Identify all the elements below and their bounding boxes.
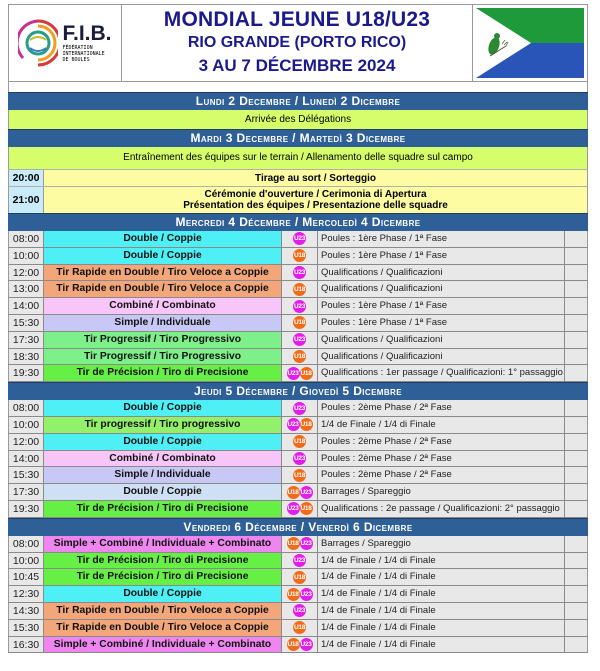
row-description: Qualifications / Qualificazioni: [318, 265, 565, 281]
table-row: [8, 281, 588, 298]
table-row: [8, 315, 588, 332]
table-row: [8, 298, 588, 315]
table-row: [8, 586, 588, 603]
category-badge-u18: U18: [293, 571, 306, 584]
category-badges: [282, 248, 318, 264]
row-description: Poules : 2ème Phase / 2ª Fase: [318, 434, 565, 450]
row-empty-cell: [565, 248, 587, 264]
row-activity: Simple + Combiné / Individuale + Combinato: [44, 637, 282, 653]
row-description: 1/4 de Finale / 1/4 di Finale: [318, 569, 565, 585]
row-activity: Combiné / Combinato: [44, 451, 282, 467]
row-description: Qualifications : 2e passage / Qualificazioni: 2° passaggio: [318, 501, 565, 517]
category-badges: [282, 467, 318, 483]
schedule-body: [8, 92, 588, 653]
category-badge-u23: U23: [287, 502, 300, 515]
row-activity: Double / Coppie: [44, 400, 282, 416]
row-activity: Tir Rapide en Double / Tiro Veloce a Coppie: [44, 603, 282, 619]
logo-line2: INTERNATIONALE: [62, 51, 105, 57]
row-time: 12:30: [9, 586, 44, 602]
event-line: Tirage au sort / Sorteggio: [255, 172, 376, 184]
category-badge-u23: U23: [293, 232, 306, 245]
category-badge-u23: U23: [300, 537, 313, 550]
table-row: [8, 248, 588, 265]
category-badge-u18: U18: [293, 249, 306, 262]
row-description: Qualifications : 1er passage / Qualificazioni: 1° passaggio: [318, 365, 565, 381]
event-name: [44, 170, 587, 186]
header: [8, 4, 588, 81]
category-badges: [282, 417, 318, 433]
row-activity: Tir Rapide en Double / Tiro Veloce a Coppie: [44, 620, 282, 636]
category-badge-u18: U18: [287, 588, 300, 601]
table-row: [8, 467, 588, 484]
fib-emblem-icon: [18, 18, 58, 68]
row-empty-cell: [565, 484, 587, 500]
table-row: [8, 501, 588, 518]
table-row: [8, 365, 588, 382]
row-activity: Tir de Précision / Tiro di Precisione: [44, 553, 282, 569]
category-badge-u23: U23: [300, 486, 313, 499]
row-description: 1/4 de Finale / 1/4 di Finale: [318, 586, 565, 602]
table-row: [8, 536, 588, 553]
table-row: [8, 451, 588, 468]
row-time: 08:00: [9, 536, 44, 552]
evening-event-row: [8, 169, 588, 186]
row-time: 17:30: [9, 484, 44, 500]
row-activity: Tir Progressif / Tiro Progressivo: [44, 332, 282, 348]
row-description: Poules : 1ère Phase / 1ª Fase: [318, 231, 565, 247]
category-badge-u18: U18: [300, 502, 313, 515]
day-header: Jeudi 5 Décembre / Giovedì 5 Dicembre: [8, 382, 588, 400]
row-activity: Tir Rapide en Double / Tiro Veloce a Coppie: [44, 265, 282, 281]
event-name: [44, 187, 587, 213]
row-time: 10:00: [9, 417, 44, 433]
table-row: [8, 637, 588, 654]
row-description: Poules : 2ème Phase / 2ª Fase: [318, 400, 565, 416]
row-empty-cell: [565, 603, 587, 619]
row-time: 15:30: [9, 467, 44, 483]
category-badge-u23: U23: [287, 367, 300, 380]
row-description: Poules : 2ème Phase / 2ª Fase: [318, 451, 565, 467]
table-row: [8, 603, 588, 620]
category-badges: [282, 620, 318, 636]
info-row: Arrivée des Délégations: [8, 110, 588, 129]
row-empty-cell: [565, 265, 587, 281]
category-badge-u18: U18: [293, 316, 306, 329]
table-row: [8, 417, 588, 434]
category-badge-u23: U23: [287, 418, 300, 431]
event-line: Présentation des équipes / Presentazione delle squadre: [183, 200, 448, 211]
row-activity: Double / Coppie: [44, 248, 282, 264]
row-empty-cell: [565, 536, 587, 552]
category-badge-u18: U18: [293, 283, 306, 296]
row-empty-cell: [565, 332, 587, 348]
table-row: [8, 265, 588, 282]
table-row: [8, 484, 588, 501]
row-time: 12:00: [9, 434, 44, 450]
row-time: 10:00: [9, 248, 44, 264]
table-row: [8, 231, 588, 248]
row-description: 1/4 de Finale / 1/4 di Finale: [318, 603, 565, 619]
category-badge-u23: U23: [293, 300, 306, 313]
row-activity: Double / Coppie: [44, 434, 282, 450]
category-badge-u18: U18: [300, 418, 313, 431]
table-row: [8, 620, 588, 637]
row-empty-cell: [565, 417, 587, 433]
row-time: 10:00: [9, 553, 44, 569]
category-badge-u18: U18: [293, 435, 306, 448]
row-description: 1/4 de Finale / 1/4 di Finale: [318, 637, 565, 653]
logo-line1: FÉDÉRATION: [62, 45, 93, 51]
category-badge-u23: U23: [293, 604, 306, 617]
row-empty-cell: [565, 501, 587, 517]
row-empty-cell: [565, 451, 587, 467]
row-activity: Double / Coppie: [44, 484, 282, 500]
row-activity: Combiné / Combinato: [44, 298, 282, 314]
row-time: 14:00: [9, 298, 44, 314]
flag-icon: [476, 8, 584, 78]
category-badge-u18: U18: [300, 367, 313, 380]
category-badges: [282, 603, 318, 619]
category-badges: [282, 434, 318, 450]
table-row: [8, 569, 588, 586]
logo-acronym: F.I.B.: [62, 22, 112, 45]
event-title: MONDIAL JEUNE U18/U23: [163, 8, 431, 31]
category-badges: [282, 569, 318, 585]
row-time: 08:00: [9, 231, 44, 247]
fib-logo: [9, 5, 122, 81]
row-empty-cell: [565, 365, 587, 381]
day-header: Vendredi 6 Décembre / Venerdì 6 Dicembre: [8, 518, 588, 536]
row-activity: Tir de Précision / Tiro di Precisione: [44, 501, 282, 517]
row-description: Barrages / Spareggio: [318, 484, 565, 500]
category-badges: [282, 265, 318, 281]
schedule-sheet: [8, 4, 588, 653]
category-badge-u23: U23: [293, 333, 306, 346]
row-empty-cell: [565, 553, 587, 569]
row-empty-cell: [565, 467, 587, 483]
row-description: 1/4 de Finale / 1/4 di Finale: [318, 417, 565, 433]
row-activity: Double / Coppie: [44, 231, 282, 247]
category-badges: [282, 281, 318, 297]
row-activity: Simple / Individuale: [44, 315, 282, 331]
row-time: 19:30: [9, 365, 44, 381]
row-time: 12:00: [9, 265, 44, 281]
row-description: 1/4 de Finale / 1/4 di Finale: [318, 620, 565, 636]
event-line: Cérémonie d'ouverture / Cerimonia di Apertura: [204, 189, 427, 200]
event-dates: 3 AU 7 DÉCEMBRE 2024: [198, 56, 396, 75]
table-row: [8, 553, 588, 570]
row-activity: Tir Rapide en Double / Tiro Veloce a Coppie: [44, 281, 282, 297]
row-time: 13:00: [9, 281, 44, 297]
category-badges: [282, 536, 318, 552]
row-time: 18:30: [9, 349, 44, 365]
category-badge-u23: U23: [300, 638, 313, 651]
row-time: 08:00: [9, 400, 44, 416]
row-empty-cell: [565, 298, 587, 314]
row-description: Qualifications / Qualificazioni: [318, 332, 565, 348]
category-badge-u18: U18: [287, 638, 300, 651]
category-badges: [282, 501, 318, 517]
category-badges: [282, 637, 318, 653]
event-time: 20:00: [9, 170, 44, 186]
row-empty-cell: [565, 637, 587, 653]
row-description: Barrages / Spareggio: [318, 536, 565, 552]
row-activity: Simple / Individuale: [44, 467, 282, 483]
row-empty-cell: [565, 569, 587, 585]
row-time: 19:30: [9, 501, 44, 517]
row-description: Poules : 1ère Phase / 1ª Fase: [318, 248, 565, 264]
evening-event-row: [8, 186, 588, 213]
row-time: 16:30: [9, 637, 44, 653]
row-empty-cell: [565, 434, 587, 450]
row-time: 14:00: [9, 451, 44, 467]
category-badges: [282, 553, 318, 569]
category-badge-u23: U23: [293, 554, 306, 567]
category-badges: [282, 484, 318, 500]
category-badge-u23: U23: [293, 266, 306, 279]
table-row: [8, 332, 588, 349]
flag: [473, 5, 587, 81]
row-activity: Tir progressif / Tiro progressivo: [44, 417, 282, 433]
category-badge-u18: U18: [293, 350, 306, 363]
title-block: [122, 5, 473, 81]
row-time: 17:30: [9, 332, 44, 348]
category-badge-u23: U23: [293, 452, 306, 465]
row-time: 15:30: [9, 315, 44, 331]
row-empty-cell: [565, 231, 587, 247]
category-badge-u18: U18: [293, 469, 306, 482]
category-badges: [282, 365, 318, 381]
category-badges: [282, 315, 318, 331]
row-activity: Tir de Précision / Tiro di Precisione: [44, 569, 282, 585]
category-badges: [282, 400, 318, 416]
category-badge-u18: U18: [287, 537, 300, 550]
row-empty-cell: [565, 349, 587, 365]
row-activity: Simple + Combiné / Individuale + Combinato: [44, 536, 282, 552]
day-header: Mercredi 4 Décembre / Mercoledì 4 Dicembre: [8, 213, 588, 231]
logo-line3: DE BOULES: [62, 57, 90, 63]
category-badge-u18: U18: [293, 621, 306, 634]
category-badge-u18: U18: [287, 486, 300, 499]
row-empty-cell: [565, 315, 587, 331]
category-badges: [282, 349, 318, 365]
row-empty-cell: [565, 620, 587, 636]
row-empty-cell: [565, 586, 587, 602]
row-description: Poules : 1ère Phase / 1ª Fase: [318, 298, 565, 314]
category-badges: [282, 586, 318, 602]
table-row: [8, 400, 588, 417]
info-row: Entraînement des équipes sur le terrain / Allenamento delle squadre sul campo: [8, 147, 588, 169]
table-row: [8, 434, 588, 451]
row-time: 15:30: [9, 620, 44, 636]
row-description: Qualifications / Qualificazioni: [318, 281, 565, 297]
row-activity: Tir de Précision / Tiro di Precisione: [44, 365, 282, 381]
category-badge-u23: U23: [293, 402, 306, 415]
day-header: Mardi 3 Decembre / Martedì 3 Dicembre: [8, 129, 588, 147]
event-time: 21:00: [9, 187, 44, 213]
row-description: Poules : 1ère Phase / 1ª Fase: [318, 315, 565, 331]
event-location: RIO GRANDE (PORTO RICO): [187, 34, 407, 51]
table-row: [8, 349, 588, 366]
row-time: 10:45: [9, 569, 44, 585]
category-badges: [282, 332, 318, 348]
category-badges: [282, 298, 318, 314]
day-header: Lundi 2 Decembre / Lunedì 2 Dicembre: [8, 92, 588, 110]
row-activity: Double / Coppie: [44, 586, 282, 602]
row-empty-cell: [565, 400, 587, 416]
row-description: 1/4 de Finale / 1/4 di Finale: [318, 553, 565, 569]
header-divider: [8, 81, 588, 92]
row-description: Poules : 2ème Phase / 2ª Fase: [318, 467, 565, 483]
category-badges: [282, 231, 318, 247]
row-description: Qualifications / Qualificazioni: [318, 349, 565, 365]
category-badge-u23: U23: [300, 588, 313, 601]
row-empty-cell: [565, 281, 587, 297]
row-time: 14:30: [9, 603, 44, 619]
row-activity: Tir Progressif / Tiro Progressivo: [44, 349, 282, 365]
category-badges: [282, 451, 318, 467]
